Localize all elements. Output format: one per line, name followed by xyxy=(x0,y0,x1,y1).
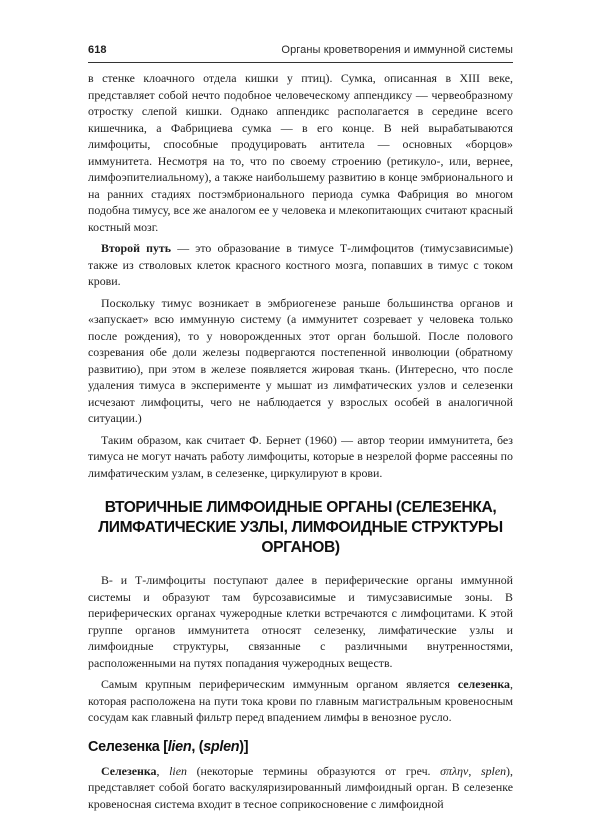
term-spleen: селезенка xyxy=(457,677,511,691)
paragraph-second-path: Второй путь — это образование в тимусе Т-лимфоцитов (тимусзависимые) также из стволовых клеток красного костного мозга, попавших в тимус с током крови. xyxy=(88,241,513,288)
paragraph-bursa: в стенке клоачного отдела кишки у птиц). Сумка, описанная в XIII веке, представляет собой нечто подобное человеческому аппендиксу — червеобразному отростку слепой кишки. Однако аппендикс располагается в середине всего кишечника, а Фабрициева сумка — в его конце. В ней вырабатываются лимфоциты, способные продуцировать антитела — основных «борцов» иммунитета. Несмотря на то, что по своему строению (ретикуло-, или, вернее, лимфоэпителиальному), а также наибольшему развитию в конце эмбрионального и на ранних стадиях постэмбрионального периода сумка Фабриция во многом подобна тимусу, все же аналогом ее у человека и млекопитающих считают красный костный мозг. xyxy=(88,71,513,234)
running-header xyxy=(88,44,513,60)
paragraph-thymus: Поскольку тимус возникает в эмбриогенезе раньше большинства органов и «запускает» всю иммунную систему (а иммунитет созревает у человека только после рождения), то у новорожденных этот орган большой. После полового созревания обе доли железы подвергаются постепенной инволюции (обратному развитию), при этом в железе появляется жировая ткань. (Интересно, что после удаления тимуса в эксперименте у мышат из лимфатических узлов и селезенки исчезают лимфоциты, чего не наблюдается у взрослых особей в аналогичной ситуации.) xyxy=(88,295,513,425)
running-section-title: Органы кроветворения и иммунной системы xyxy=(281,44,513,56)
term-spleen-definition: Селезенка xyxy=(101,763,157,778)
header-rule xyxy=(88,62,513,63)
page-number: 618 xyxy=(88,44,107,56)
section-heading-secondary-lymphoid-organs: ВТОРИЧНЫЕ ЛИМФОИДНЫЕ ОРГАНЫ (СЕЛЕЗЕНКА, ЛИМФАТИЧЕСКИЕ УЗЛЫ, ЛИМФОИДНЫЕ СТРУКТУРЫ ОРГАНОВ) xyxy=(98,499,503,556)
subheading-spleen: Селезенка [lien, (splen)] xyxy=(88,738,249,755)
paragraph-burnet: Таким образом, как считает Ф. Бернет (1960) — автор теории иммунитета, без тимуса не могут начать работу лимфоциты, которые в незрелой форме рассеяны по лимфатическим узлам, в селезенке, циркулируют в крови. xyxy=(88,432,513,480)
paragraph-largest-organ: Самым крупным периферическим иммунным органом является селезенка, которая расположена на пути тока крови по главным магистральным кровеносным сосудам как главный фильтр перед впадением лимфы в венозное русло. xyxy=(88,677,513,724)
term-second-path: Второй путь xyxy=(101,241,172,255)
page-body xyxy=(88,70,513,817)
paragraph-peripheral-organs: В- и Т-лимфоциты поступают далее в периферические органы иммунной системы и образуют там бурсозависимые и тимусзависимые зоны. В периферических органах чужеродные клетки встречаются с лимфоцитами. К этой группе органов иммунитета относят селезенку, лимфатические узлы и лимфоидные структуры, связанные с различными внутренностями, расположенными на путях попадания чужеродных веществ. xyxy=(88,573,513,670)
paragraph-spleen-definition: Селезенка, lien (некоторые термины образуются от греч. σπλην, splen), представляет собой богато васкуляризированный лимфоидный орган. В селезенке кровеносная система входит в тесное соприкосновение с лимфоидной xyxy=(88,763,513,811)
